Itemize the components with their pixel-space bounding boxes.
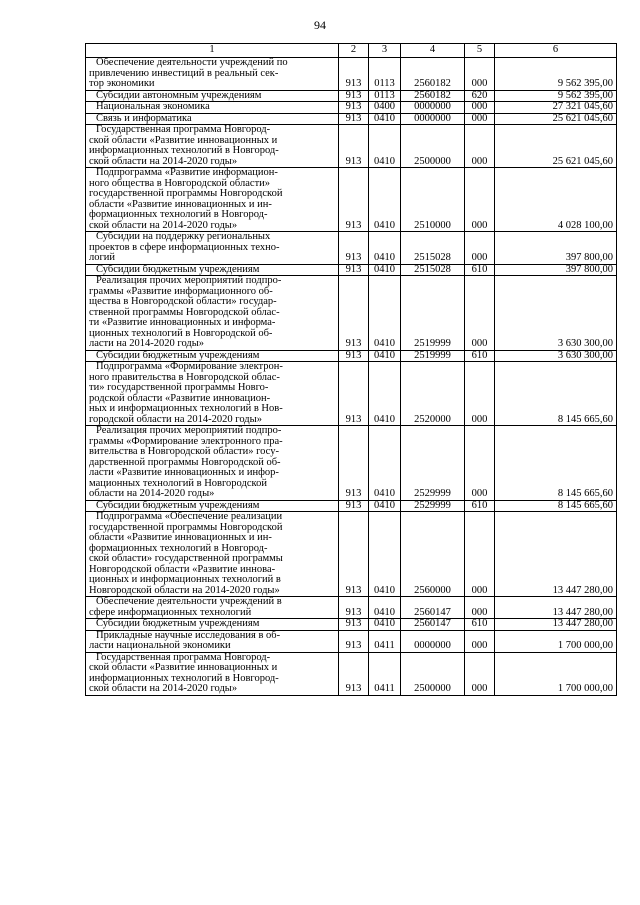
amount-cell: 13 447 280,00 bbox=[495, 597, 617, 619]
row-name-text: Государственная программа Новгород- ской области «Развитие инновационных и информационных технологий в Новгород- ской области на 2014-2020 годы» bbox=[89, 124, 279, 167]
row-name-text: Субсидии бюджетным учреждениям bbox=[96, 263, 260, 275]
dept-code-cell: 913 bbox=[339, 113, 369, 125]
row-name-text: Подпрограмма «Формирование электрон- ного правительства в Новгородской облас- ти» государственной программы Новго- родской области «Развитие инновацион- ных и информационных технологий в Нов- городской области на 2014-2020 годы» bbox=[89, 361, 283, 425]
dept-code-cell: 913 bbox=[339, 500, 369, 512]
amount-cell: 8 145 665,60 bbox=[495, 500, 617, 512]
amount-cell: 25 621 045,60 bbox=[495, 113, 617, 125]
section-code-cell: 0410 bbox=[369, 232, 401, 265]
expense-type-cell: 610 bbox=[465, 619, 495, 631]
section-code-cell: 0411 bbox=[369, 630, 401, 652]
row-name-cell bbox=[86, 58, 339, 91]
amount-cell: 397 800,00 bbox=[495, 264, 617, 276]
target-article-cell: 2560147 bbox=[401, 619, 465, 631]
table-row bbox=[86, 619, 617, 631]
row-name-text: Субсидии бюджетным учреждениям bbox=[96, 618, 260, 629]
row-name-text: Обеспечение деятельности учреждений в сфере информационных технологий bbox=[89, 596, 282, 618]
section-code-cell: 0410 bbox=[369, 500, 401, 512]
column-header-dept: 2 bbox=[339, 44, 369, 58]
amount-cell: 13 447 280,00 bbox=[495, 512, 617, 597]
row-name-cell bbox=[86, 652, 339, 695]
row-name-text: Подпрограмма «Развитие информацион- ного общества в Новгородской области» государственной программы Новгородской области «Развитие инновационных и ин- формационных технологий в Новгород- ской области на 2014-2020 годы» bbox=[89, 167, 283, 231]
expense-type-cell: 000 bbox=[465, 362, 495, 426]
section-code-cell: 0410 bbox=[369, 512, 401, 597]
target-article-cell: 2529999 bbox=[401, 500, 465, 512]
row-name-text: Реализация прочих мероприятий подпро- граммы «Формирование электронного пра- вительства в Новгородской области» госу- дарственной программы Новгородской об- ласти «Развитие инновационных и инфор- мационных технологий в Новгородской области на 2014-2020 годы» bbox=[89, 425, 283, 499]
dept-code-cell: 913 bbox=[339, 125, 369, 168]
row-name-cell bbox=[86, 276, 339, 351]
section-code-cell: 0410 bbox=[369, 350, 401, 362]
amount-cell: 9 562 395,00 bbox=[495, 90, 617, 102]
section-code-cell: 0410 bbox=[369, 597, 401, 619]
target-article-cell: 2515028 bbox=[401, 232, 465, 265]
target-article-cell: 2560182 bbox=[401, 90, 465, 102]
row-name-cell bbox=[86, 102, 339, 114]
table-row bbox=[86, 232, 617, 265]
expense-type-cell: 000 bbox=[465, 597, 495, 619]
section-code-cell: 0410 bbox=[369, 362, 401, 426]
row-name-text: Обеспечение деятельности учреждений по привлечению инвестиций в реальный сек- тор экономики bbox=[89, 57, 288, 89]
target-article-cell: 0000000 bbox=[401, 113, 465, 125]
row-name-cell bbox=[86, 125, 339, 168]
row-name-text: Субсидии автономным учреждениям bbox=[96, 89, 262, 101]
row-name-cell bbox=[86, 619, 339, 631]
expense-type-cell: 000 bbox=[465, 58, 495, 91]
row-name-cell bbox=[86, 362, 339, 426]
target-article-cell: 0000000 bbox=[401, 102, 465, 114]
row-name-text: Реализация прочих мероприятий подпро- граммы «Развитие информационного об- щества в Новгородской области» государ- ственной программы Новгородской облас- ти «Развитие инновационных и информа- ционных технологий в Новгородской об- ласти на 2014-2020 годы» bbox=[89, 275, 282, 349]
target-article-cell: 0000000 bbox=[401, 630, 465, 652]
table-row bbox=[86, 102, 617, 114]
table-row bbox=[86, 426, 617, 501]
expense-type-cell: 000 bbox=[465, 102, 495, 114]
row-name-text: Государственная программа Новгород- ской области «Развитие инновационных и информационных технологий в Новгород- ской области на 2014-2020 годы» bbox=[89, 651, 279, 694]
table-row bbox=[86, 500, 617, 512]
row-name-cell bbox=[86, 597, 339, 619]
dept-code-cell: 913 bbox=[339, 232, 369, 265]
expense-type-cell: 610 bbox=[465, 500, 495, 512]
expense-type-cell: 000 bbox=[465, 652, 495, 695]
dept-code-cell: 913 bbox=[339, 512, 369, 597]
column-header-target-article: 4 bbox=[401, 44, 465, 58]
row-name-text: Подпрограмма «Обеспечение реализации государственной программы Новгородской области «Развитие инновационных и ин- формационных технологий в Новгород- ской области» государственной программы Новгородской области «Развитие иннова- ционных и информационных технологий в Новгородской области на 2014-2020 годы» bbox=[89, 511, 283, 596]
column-header-name: 1 bbox=[86, 44, 339, 58]
target-article-cell: 2500000 bbox=[401, 125, 465, 168]
section-code-cell: 0410 bbox=[369, 168, 401, 232]
amount-cell: 27 321 045,60 bbox=[495, 102, 617, 114]
section-code-cell: 0410 bbox=[369, 426, 401, 501]
dept-code-cell: 913 bbox=[339, 652, 369, 695]
target-article-cell: 2560182 bbox=[401, 58, 465, 91]
expense-type-cell: 620 bbox=[465, 90, 495, 102]
target-article-cell: 2515028 bbox=[401, 264, 465, 276]
expense-type-cell: 000 bbox=[465, 113, 495, 125]
amount-cell: 8 145 665,60 bbox=[495, 426, 617, 501]
row-name-cell bbox=[86, 264, 339, 276]
section-code-cell: 0410 bbox=[369, 276, 401, 351]
table-row bbox=[86, 652, 617, 695]
header-row bbox=[86, 44, 617, 58]
amount-cell: 25 621 045,60 bbox=[495, 125, 617, 168]
section-code-cell: 0410 bbox=[369, 113, 401, 125]
amount-cell: 397 800,00 bbox=[495, 232, 617, 265]
row-name-cell bbox=[86, 512, 339, 597]
target-article-cell: 2519999 bbox=[401, 350, 465, 362]
dept-code-cell: 913 bbox=[339, 90, 369, 102]
dept-code-cell: 913 bbox=[339, 619, 369, 631]
amount-cell: 9 562 395,00 bbox=[495, 58, 617, 91]
table-row bbox=[86, 264, 617, 276]
table-row bbox=[86, 350, 617, 362]
column-header-section: 3 bbox=[369, 44, 401, 58]
table-row bbox=[86, 113, 617, 125]
table-row bbox=[86, 168, 617, 232]
expense-type-cell: 000 bbox=[465, 125, 495, 168]
dept-code-cell: 913 bbox=[339, 597, 369, 619]
table-row bbox=[86, 276, 617, 351]
section-code-cell: 0410 bbox=[369, 619, 401, 631]
section-code-cell: 0411 bbox=[369, 652, 401, 695]
row-name-text: Национальная экономика bbox=[96, 101, 210, 112]
dept-code-cell: 913 bbox=[339, 276, 369, 351]
page-number: 94 bbox=[314, 18, 326, 32]
target-article-cell: 2529999 bbox=[401, 426, 465, 501]
target-article-cell: 2500000 bbox=[401, 652, 465, 695]
table-row bbox=[86, 512, 617, 597]
table-row bbox=[86, 58, 617, 91]
expense-type-cell: 000 bbox=[465, 232, 495, 265]
dept-code-cell: 913 bbox=[339, 350, 369, 362]
dept-code-cell: 913 bbox=[339, 426, 369, 501]
section-code-cell: 0113 bbox=[369, 90, 401, 102]
table-row bbox=[86, 630, 617, 652]
table-row bbox=[86, 125, 617, 168]
expense-type-cell: 000 bbox=[465, 512, 495, 597]
table-row bbox=[86, 362, 617, 426]
dept-code-cell: 913 bbox=[339, 362, 369, 426]
amount-cell: 3 630 300,00 bbox=[495, 276, 617, 351]
target-article-cell: 2560000 bbox=[401, 512, 465, 597]
expense-type-cell: 000 bbox=[465, 276, 495, 351]
row-name-cell bbox=[86, 113, 339, 125]
dept-code-cell: 913 bbox=[339, 58, 369, 91]
row-name-cell bbox=[86, 350, 339, 362]
section-code-cell: 0410 bbox=[369, 125, 401, 168]
amount-cell: 8 145 665,60 bbox=[495, 362, 617, 426]
expense-type-cell: 000 bbox=[465, 426, 495, 501]
table-row bbox=[86, 90, 617, 102]
table-row bbox=[86, 597, 617, 619]
amount-cell: 3 630 300,00 bbox=[495, 350, 617, 362]
row-name-cell bbox=[86, 232, 339, 265]
expense-type-cell: 610 bbox=[465, 350, 495, 362]
section-code-cell: 0113 bbox=[369, 58, 401, 91]
section-code-cell: 0410 bbox=[369, 264, 401, 276]
row-name-text: Субсидии бюджетным учреждениям bbox=[96, 499, 260, 511]
dept-code-cell: 913 bbox=[339, 168, 369, 232]
target-article-cell: 2520000 bbox=[401, 362, 465, 426]
row-name-cell bbox=[86, 90, 339, 102]
row-name-cell bbox=[86, 168, 339, 232]
amount-cell: 4 028 100,00 bbox=[495, 168, 617, 232]
row-name-text: Субсидии на поддержку региональных проектов в сфере информационных техно- логий bbox=[89, 231, 280, 263]
dept-code-cell: 913 bbox=[339, 264, 369, 276]
amount-cell: 1 700 000,00 bbox=[495, 630, 617, 652]
row-name-text: Субсидии бюджетным учреждениям bbox=[96, 349, 260, 361]
column-header-amount: 6 bbox=[495, 44, 617, 58]
budget-table bbox=[85, 43, 617, 696]
row-name-text: Прикладные научные исследования в об- ласти национальной экономики bbox=[89, 629, 281, 651]
row-name-cell bbox=[86, 500, 339, 512]
amount-cell: 1 700 000,00 bbox=[495, 652, 617, 695]
row-name-cell bbox=[86, 630, 339, 652]
expense-type-cell: 000 bbox=[465, 630, 495, 652]
column-header-expense-type: 5 bbox=[465, 44, 495, 58]
expense-type-cell: 000 bbox=[465, 168, 495, 232]
amount-cell: 13 447 280,00 bbox=[495, 619, 617, 631]
dept-code-cell: 913 bbox=[339, 630, 369, 652]
expense-type-cell: 610 bbox=[465, 264, 495, 276]
target-article-cell: 2519999 bbox=[401, 276, 465, 351]
section-code-cell: 0400 bbox=[369, 102, 401, 114]
row-name-text: Связь и информатика bbox=[96, 112, 192, 124]
target-article-cell: 2510000 bbox=[401, 168, 465, 232]
target-article-cell: 2560147 bbox=[401, 597, 465, 619]
dept-code-cell: 913 bbox=[339, 102, 369, 114]
row-name-cell bbox=[86, 426, 339, 501]
